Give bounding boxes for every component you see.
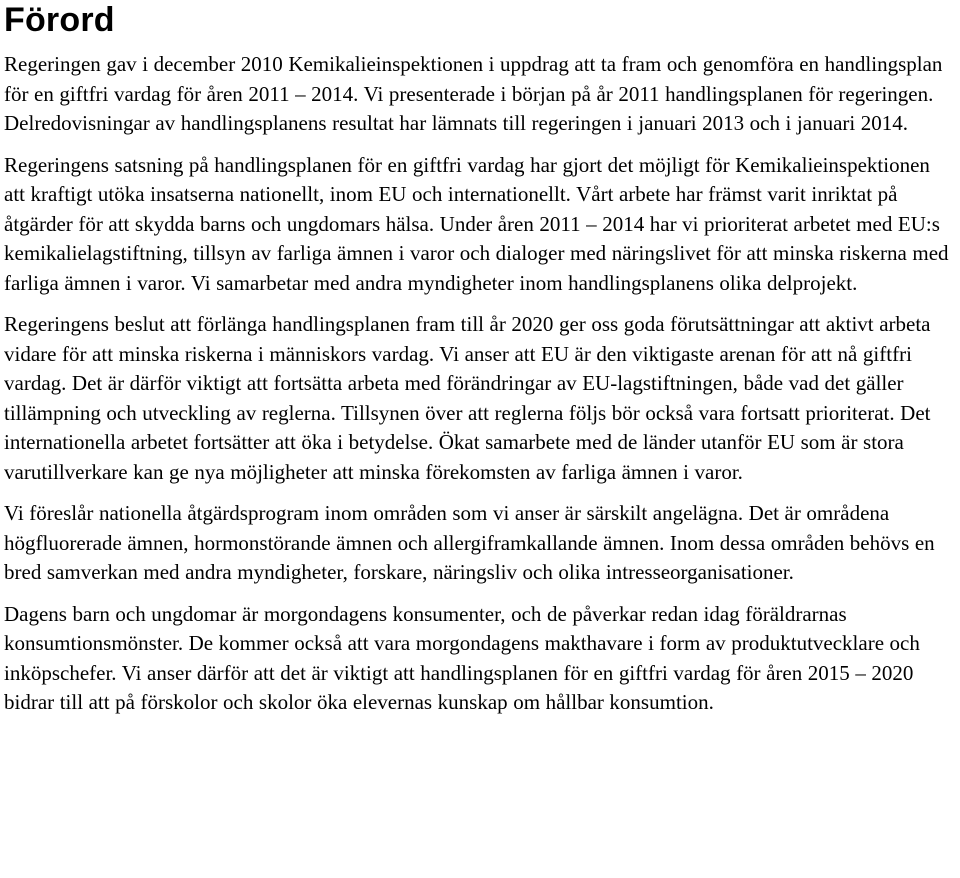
- paragraph-2: Regeringens satsning på handlingsplanen för en giftfri vardag har gjort det möjligt för Kemikalieinspektionen att kraftigt utöka insatserna nationellt, inom EU och internationellt. Vårt arbete har främst varit inriktat på åtgärder för att skydda barns och ungdomars hälsa. Under åren 2011 – 2014 har vi prioriterat arbetet med EU:s kemikalielagstiftning, tillsyn av farliga ämnen i varor och dialoger med näringslivet för att minska riskerna med farliga ämnen i varor. Vi samarbetar med andra myndigheter inom handlingsplanens olika delprojekt.: [4, 152, 949, 295]
- paragraph-5: Dagens barn och ungdomar är morgondagens konsumenter, och de påverkar redan idag föräldrarnas konsumtionsmönster. De kommer också att vara morgondagens makthavare i form av produktutvecklare och inköpschefer. Vi anser därför att det är viktigt att handlingsplanen för en giftfri vardag för åren 2015 – 2020 bidrar till att på förskolor och skolor öka elevernas kunskap om hållbar konsumtion.: [4, 601, 920, 714]
- paragraph-3: Regeringens beslut att förlänga handlingsplanen fram till år 2020 ger oss goda förutsättningar att aktivt arbeta vidare för att minska riskerna i människors vardag. Vi anser att EU är den viktigaste arenan för att nå giftfri vardag. Det är därför viktigt att fortsätta arbeta med förändringar av EU-lagstiftningen, både vad det gäller tillämpning och utveckling av reglerna. Tillsynen över att reglerna följs bör också vara fortsatt prioriterat. Det internationella arbetet fortsätter att öka i betydelse. Ökat samarbete med de länder utanför EU som är stora varutillverkare kan ge nya möjligheter att minska förekomsten av farliga ämnen i varor.: [4, 312, 931, 484]
- paragraph-1: Regeringen gav i december 2010 Kemikalieinspektionen i uppdrag att ta fram och genomföra en handlingsplan för en giftfri vardag för åren 2011 – 2014. Vi presenterade i början på år 2011 handlingsplanen för regeringen. Delredovisningar av handlingsplanens resultat har lämnats till regeringen i januari 2013 och i januari 2014.: [4, 52, 943, 135]
- paragraph-4: Vi föreslår nationella åtgärdsprogram inom områden som vi anser är särskilt angelägna. Det är områdena högfluorerade ämnen, hormonstörande ämnen och allergiframkallande ämnen. Inom dessa områden behövs en bred samverkan med andra myndigheter, forskare, näringsliv och olika intresseorganisationer.: [4, 501, 935, 584]
- page-title: Förord: [4, 1, 115, 39]
